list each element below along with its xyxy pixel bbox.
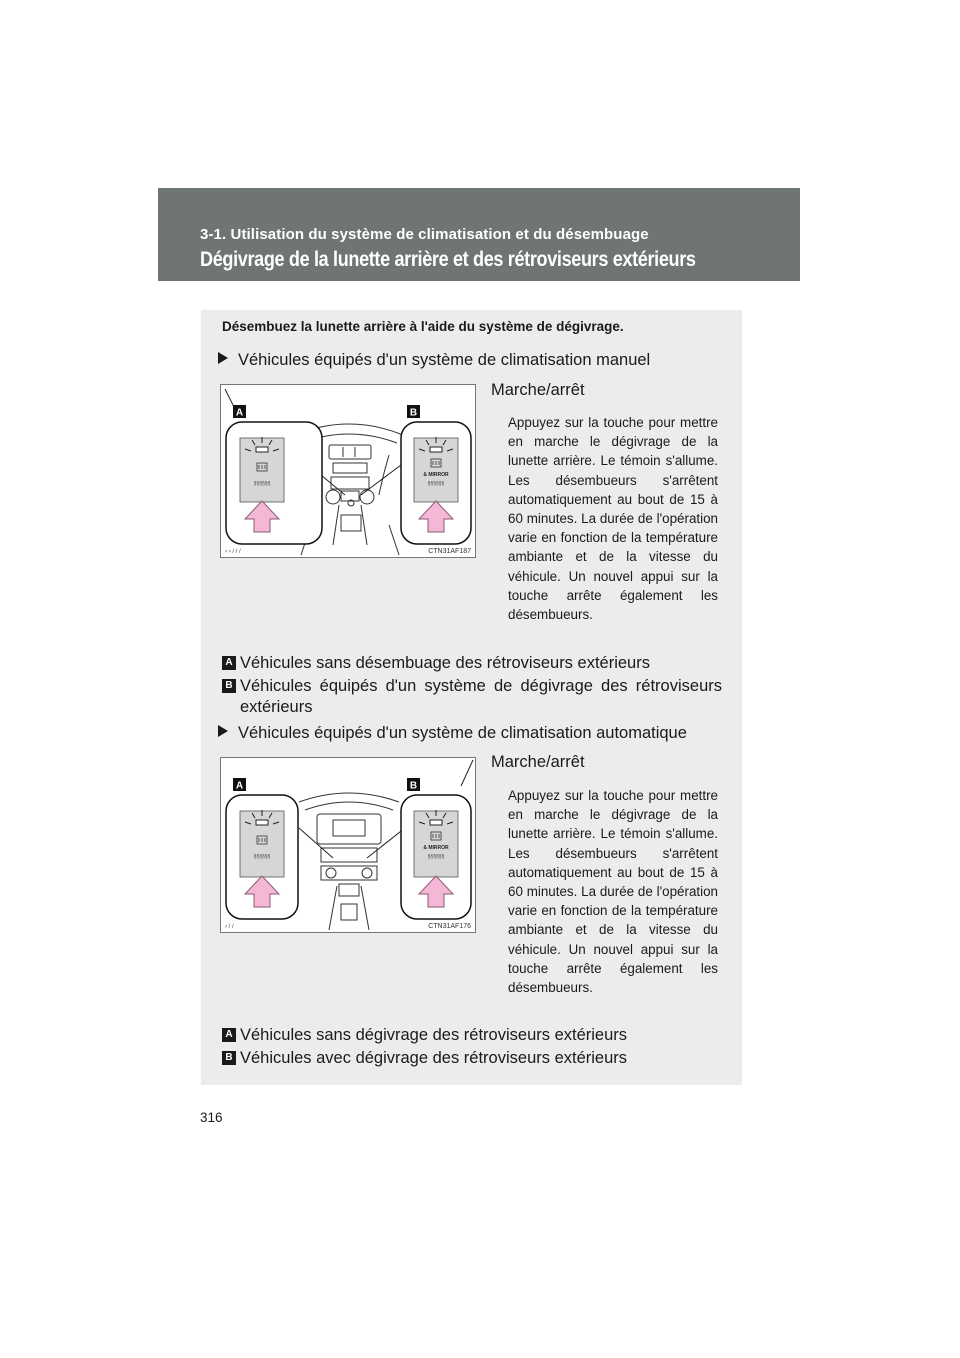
manual-dashboard-illustration: [221, 385, 476, 558]
figure-code: CTN31AF176: [428, 923, 471, 930]
chapter-header: [158, 188, 800, 281]
manual-note-b: B Véhicules équipés d'un système de dégivrage des rétroviseurs extérieurs: [222, 676, 722, 718]
auto-figure: [220, 757, 476, 933]
svg-text:§§§§§§: §§§§§§: [427, 481, 445, 487]
auto-note-b: B Véhicules avec dégivrage des rétroviseurs extérieurs: [222, 1048, 722, 1069]
svg-text:& MIRROR: & MIRROR: [423, 845, 449, 851]
manual-heading: [218, 351, 650, 370]
page-title: Dégivrage de la lunette arrière et des rétroviseurs extérieurs: [200, 248, 696, 271]
svg-text:§§§§§§: §§§§§§: [253, 854, 271, 860]
svg-text:& MIRROR: & MIRROR: [423, 472, 449, 478]
auto-note-a: A Véhicules sans dégivrage des rétroviseurs extérieurs: [222, 1025, 722, 1046]
badge-a: A: [222, 656, 236, 670]
figure-code: CTN31AF187: [428, 548, 471, 555]
section-title: 3-1. Utilisation du système de climatisation et du désembuage: [200, 226, 649, 243]
auto-dashboard-illustration: [221, 758, 476, 933]
auto-heading: [218, 724, 687, 743]
svg-text:⸗ ⸗ / / /: ⸗ ⸗ / / /: [225, 549, 241, 555]
auto-description: Appuyez sur la touche pour mettre en marche le dégivrage de la lunette arrière. Le témoin s'allume. Les désembueurs s'arrêtent automatiquement au bout de 15 à 60 minutes. La durée de l'opération varie en fonction de la température ambiante et de la vitesse du véhicule. Un nouvel appui sur la touche arrête également les désembueurs.: [508, 788, 718, 996]
auto-onoff-label: Marche/arrêt: [491, 753, 585, 771]
manual-onoff-label: Marche/arrêt: [491, 381, 585, 399]
arrow-bullet-icon: [218, 352, 228, 364]
svg-text:A: A: [235, 407, 244, 419]
badge-a: A: [222, 1028, 236, 1042]
intro-text: Désembuez la lunette arrière à l'aide du système de dégivrage.: [222, 319, 624, 334]
svg-text:§§§§§§: §§§§§§: [253, 481, 271, 487]
svg-text:A: A: [235, 780, 244, 792]
manual-description: Appuyez sur la touche pour mettre en marche le dégivrage de la lunette arrière. Le témoin s'allume. Les désembueurs s'arrêtent automatiquement au bout de 15 à 60 minutes. La durée de l'opération varie en fonction de la température ambiante et de la vitesse du véhicule. Un nouvel appui sur la touche arrête également les désembueurs.: [508, 415, 718, 623]
page-number: 316: [200, 1110, 223, 1125]
manual-note-a: A Véhicules sans désembuage des rétroviseurs extérieurs: [222, 653, 722, 674]
svg-text:⸗ / /: ⸗ / /: [225, 924, 234, 930]
svg-text:B: B: [409, 407, 418, 419]
auto-heading-text: Véhicules équipés d'un système de climatisation automatique: [238, 724, 687, 742]
manual-figure: [220, 384, 476, 558]
manual-heading-text: Véhicules équipés d'un système de climatisation manuel: [238, 351, 651, 369]
badge-b: B: [222, 679, 236, 693]
svg-text:§§§§§§: §§§§§§: [427, 854, 445, 860]
svg-text:B: B: [409, 780, 418, 792]
badge-b: B: [222, 1051, 236, 1065]
arrow-bullet-icon: [218, 725, 228, 737]
